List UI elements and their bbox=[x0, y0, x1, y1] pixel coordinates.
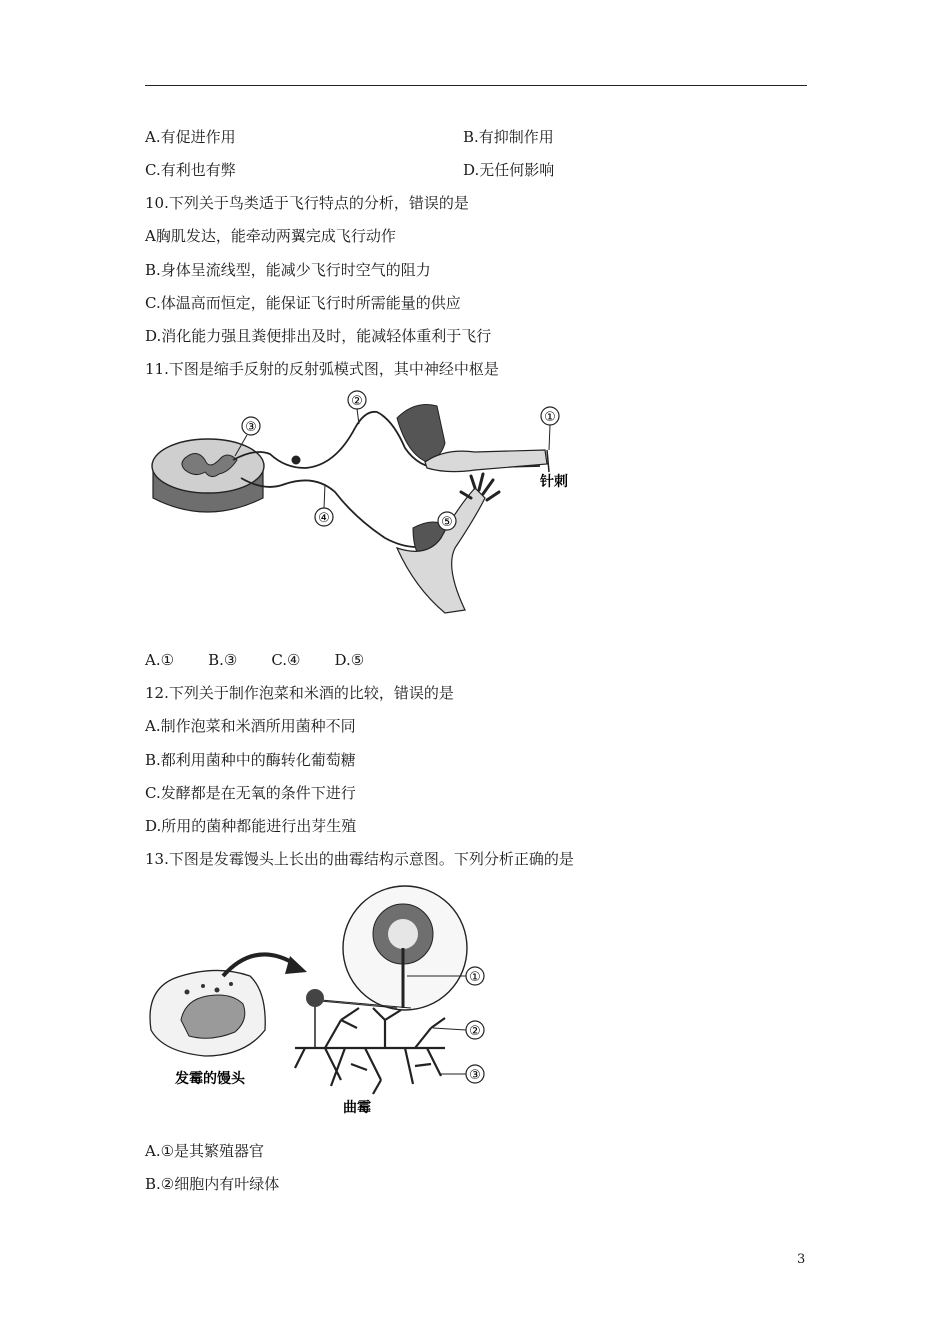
q11-option-d: D.⑤ bbox=[334, 651, 365, 669]
q10-option-a: A胸肌发达，能牵动两翼完成飞行动作 bbox=[145, 227, 396, 245]
needle-label: 针刺 bbox=[540, 474, 568, 490]
page-number: 3 bbox=[797, 1252, 806, 1267]
q12-option-a: A.制作泡菜和米酒所用菌种不同 bbox=[145, 717, 356, 735]
q12-option-d: D.所用的菌种都能进行出芽生殖 bbox=[145, 817, 357, 835]
q9-option-a: A.有促进作用 bbox=[145, 128, 236, 146]
hyphae bbox=[295, 1008, 445, 1094]
q10-option-d: D.消化能力强且粪便排出及时，能减轻体重利于飞行 bbox=[145, 327, 492, 345]
ganglion bbox=[292, 456, 301, 465]
q12-stem: 12.下列关于制作泡菜和米酒的比较，错误的是 bbox=[145, 684, 454, 702]
q9-option-c: C.有利也有弊 bbox=[145, 161, 236, 179]
moldy-bread bbox=[150, 970, 265, 1056]
bread-label: 发霉的馒头 bbox=[175, 1071, 245, 1087]
q10-option-c: C.体温高而恒定，能保证飞行时所需能量的供应 bbox=[145, 294, 461, 312]
q13-stem: 13.下图是发霉馒头上长出的曲霉结构示意图。下列分析正确的是 bbox=[145, 850, 574, 868]
q9-option-row-2 bbox=[145, 160, 555, 180]
reflex-arc-figure bbox=[145, 388, 585, 628]
zoom-circle bbox=[343, 886, 467, 1010]
spinal-cord bbox=[152, 439, 264, 512]
q12-option-b: B.都利用菌种中的酶转化葡萄糖 bbox=[145, 751, 356, 769]
q9-option-row-1 bbox=[145, 127, 554, 147]
svg-text:①: ① bbox=[469, 970, 481, 985]
figure-label-1 bbox=[541, 407, 559, 450]
svg-text:②: ② bbox=[469, 1024, 481, 1039]
q11-option-a: A.① bbox=[145, 651, 175, 669]
q13-option-b: B.②细胞内有叶绿体 bbox=[145, 1175, 280, 1193]
small-sporangium bbox=[306, 989, 324, 1007]
q10-stem: 10.下列关于鸟类适于飞行特点的分析，错误的是 bbox=[145, 194, 469, 212]
svg-text:②: ② bbox=[351, 394, 363, 409]
lower-arm bbox=[397, 474, 499, 613]
q11-option-b: B.③ bbox=[208, 651, 238, 669]
q9-option-d: D.无任何影响 bbox=[463, 161, 555, 179]
q9-option-b: B.有抑制作用 bbox=[463, 128, 554, 146]
svg-text:④: ④ bbox=[318, 511, 330, 526]
figure-label-4 bbox=[315, 484, 333, 526]
q11-options bbox=[145, 650, 398, 670]
mold-label-3 bbox=[441, 1065, 484, 1083]
header-rule bbox=[145, 85, 807, 86]
motor-nerve bbox=[241, 478, 427, 547]
svg-text:⑤: ⑤ bbox=[441, 515, 453, 530]
q11-option-c: C.④ bbox=[271, 651, 301, 669]
svg-text:③: ③ bbox=[469, 1068, 481, 1083]
svg-text:③: ③ bbox=[245, 420, 257, 435]
q11-stem: 11.下图是缩手反射的反射弧模式图，其中神经中枢是 bbox=[145, 360, 499, 378]
figure-label-5 bbox=[438, 512, 456, 530]
q12-option-c: C.发酵都是在无氧的条件下进行 bbox=[145, 784, 356, 802]
figure-label-2 bbox=[348, 391, 366, 424]
q10-option-b: B.身体呈流线型，能减少飞行时空气的阻力 bbox=[145, 261, 431, 279]
mold-label: 曲霉 bbox=[343, 1100, 371, 1116]
mold-figure bbox=[145, 880, 495, 1120]
svg-text:①: ① bbox=[544, 410, 556, 425]
q13-option-a: A.①是其繁殖器官 bbox=[145, 1142, 265, 1160]
mold-label-2 bbox=[433, 1021, 484, 1039]
